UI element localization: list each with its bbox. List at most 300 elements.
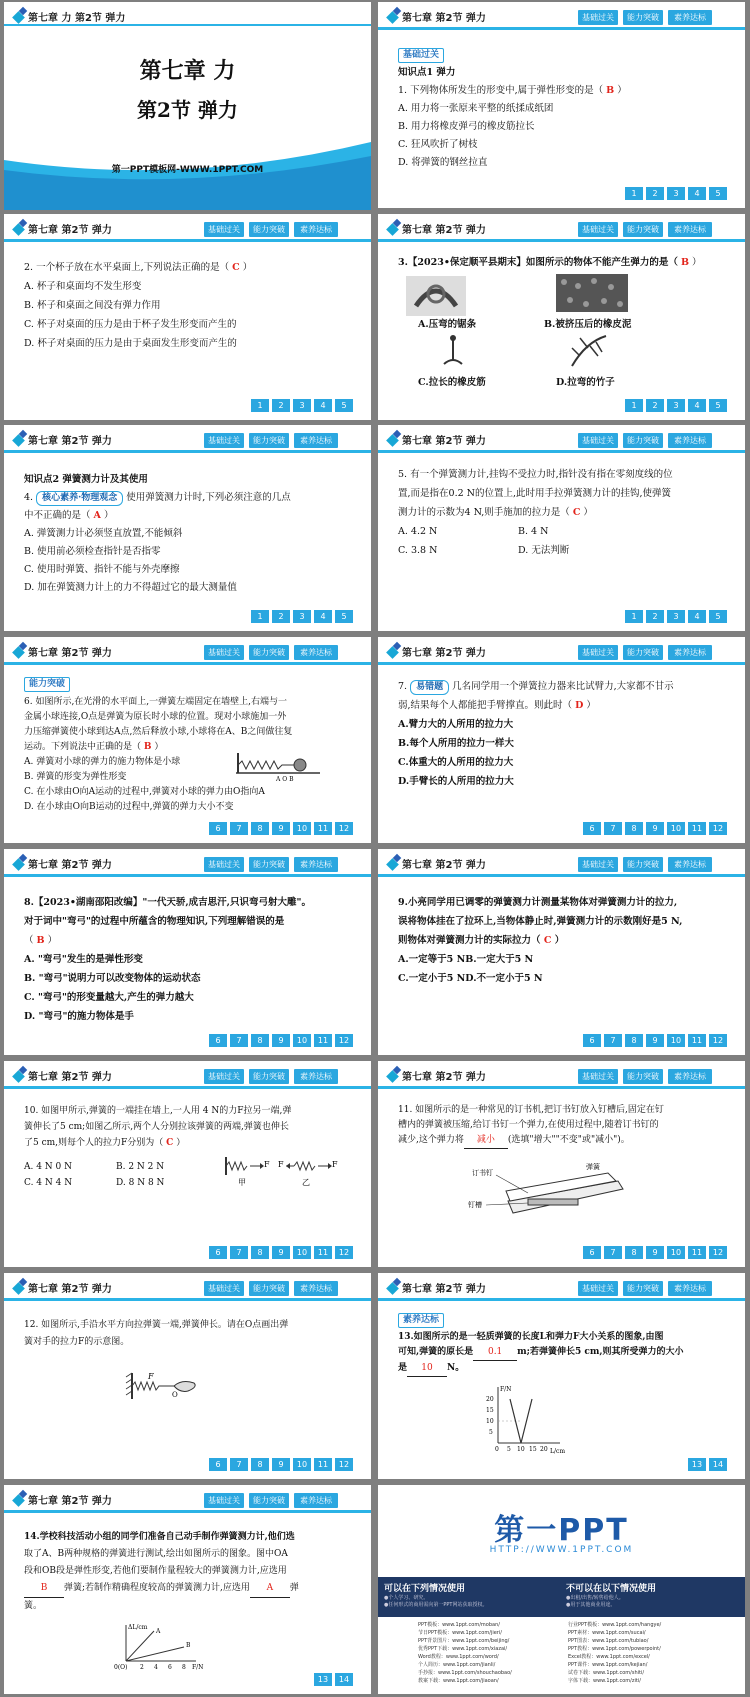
resource-link[interactable]: 教案下载：www.1ppt.com/jiaoan/ <box>418 1678 499 1684</box>
option[interactable]: C.一定小于5 ND.不一定小于5 N <box>398 973 543 984</box>
tab-basic[interactable]: 基础过关 <box>578 1281 618 1296</box>
page-link[interactable]: 7 <box>230 1034 248 1047</box>
question-text: m;若弹簧伸长5 cm,则其所受弹力的大小 <box>517 1347 684 1357</box>
option[interactable]: A. "弯弓"发生的是弹性形变 <box>24 954 143 965</box>
answer: B <box>143 742 152 752</box>
saw-blade-image <box>406 276 466 316</box>
resource-link[interactable]: 节日PPT模板：www.1ppt.com/jieri/ <box>418 1630 502 1636</box>
page-link[interactable]: 12 <box>709 822 727 835</box>
tab-literacy[interactable]: 素养达标 <box>294 1281 338 1296</box>
header-title: 第七章 第2节 弹力 <box>402 1284 486 1295</box>
option[interactable]: D. 8 N 8 N <box>116 1178 165 1188</box>
figure-label-yi: 乙 <box>302 1178 310 1187</box>
page-link[interactable]: 12 <box>335 1458 353 1471</box>
tab-literacy[interactable]: 素养达标 <box>668 10 712 25</box>
header-title: 第七章 第2节 弹力 <box>402 1072 486 1083</box>
question-text: 置,而是指在0.2 N的位置上,此时用手拉弹簧测力计的挂钩,使弹簧 <box>398 488 672 499</box>
page-link[interactable]: 3 <box>667 399 685 412</box>
resource-link[interactable]: 试卷下载：www.1ppt.com/shiti/ <box>568 1670 645 1676</box>
page-link[interactable]: 2 <box>272 610 290 623</box>
answer: C <box>166 1138 174 1148</box>
page-link[interactable]: 1 <box>625 399 643 412</box>
resource-link[interactable]: 优秀PPT下载：www.1ppt.com/xiazai/ <box>418 1646 508 1652</box>
page-link[interactable]: 4 <box>688 399 706 412</box>
page-link[interactable]: 9 <box>272 1458 290 1471</box>
option[interactable]: B. "弯弓"说明力可以改变物体的运动状态 <box>24 973 201 984</box>
page-link[interactable]: 7 <box>230 1246 248 1259</box>
resource-link[interactable]: 手抄报：www.1ppt.com/shouchaobao/ <box>418 1670 512 1676</box>
slide-q10[interactable] <box>4 1061 371 1267</box>
resource-link[interactable]: PPT背景图片：www.1ppt.com/beijing/ <box>418 1638 510 1644</box>
question-text: N。 <box>447 1363 465 1373</box>
question-text: 14.学校科技活动小组的同学们准备自己动手制作弹簧测力计,他们选 <box>24 1532 295 1542</box>
option[interactable]: B.被挤压后的橡皮泥 <box>544 319 632 330</box>
cover-top-title: 第七章 力 第2节 弹力 <box>28 13 126 24</box>
question-text: 对于词中"弯弓"的过程中所蕴含的物理知识,下列理解错误的是 <box>24 916 285 927</box>
page-link[interactable]: 9 <box>646 1034 664 1047</box>
option[interactable]: A. 4.2 N <box>398 526 438 537</box>
question-text: 3.【2023•保定顺平县期末】如图所示的物体不能产生弹力的是（ <box>398 257 678 268</box>
page-link[interactable]: 6 <box>583 1246 601 1259</box>
page-link[interactable]: 3 <box>667 187 685 200</box>
question-number: 4. <box>24 492 34 503</box>
page-link[interactable]: 8 <box>251 1458 269 1471</box>
figure-label: 弹簧 <box>586 1163 600 1171</box>
tab-basic[interactable]: 基础过关 <box>578 433 618 448</box>
tab-basic[interactable]: 基础过关 <box>578 857 618 872</box>
tab-ability[interactable]: 能力突破 <box>623 645 663 660</box>
option[interactable]: B.每个人所用的拉力一样大 <box>398 738 514 749</box>
page-link[interactable]: 7 <box>604 1034 622 1047</box>
header-title: 第七章 第2节 弹力 <box>402 436 486 447</box>
page-link[interactable]: 1 <box>625 187 643 200</box>
option[interactable]: B. 2 N 2 N <box>116 1162 165 1172</box>
page-link[interactable]: 11 <box>688 1034 706 1047</box>
page-link[interactable]: 13 <box>314 1673 332 1686</box>
tab-basic[interactable]: 基础过关 <box>204 1069 244 1084</box>
tab-basic[interactable]: 基础过关 <box>204 222 244 237</box>
resource-link[interactable]: 字体下载：www.1ppt.com/ziti/ <box>568 1678 641 1684</box>
spring-ball-figure <box>232 749 322 783</box>
page-link[interactable]: 10 <box>667 1034 685 1047</box>
rubber-band-image <box>438 334 468 370</box>
tab-basic[interactable]: 基础过关 <box>204 433 244 448</box>
answer: B <box>680 257 689 268</box>
slide-q8[interactable]: 第七章 第2节 弹力 基础过关 能力突破 素养达标 8.【2023•湖南邵阳改编】"一代天骄,成吉思汗,只识弯弓射大雕"。 对于词中"弯弓"的过程中所蕴含的物理知识,下列理解错误的是 （ B ） A. "弯弓"发生的是弹性形变 B. "弯弓"说明力可以改变物体的运动状态 C. "弯弓"的形变量越大,产生的弹力越大 D. "弯弓"的施力物体是手 6 7 8 9 10 11 12 <box>4 849 371 1055</box>
page-link[interactable]: 4 <box>314 610 332 623</box>
page-link[interactable]: 10 <box>293 1246 311 1259</box>
option[interactable]: C. "弯弓"的形变量越大,产生的弹力越大 <box>24 992 194 1003</box>
page-link[interactable]: 12 <box>335 1246 353 1259</box>
page-link[interactable]: 9 <box>272 1034 290 1047</box>
option[interactable]: D.拉弯的竹子 <box>556 377 615 388</box>
page-link[interactable]: 3 <box>293 399 311 412</box>
option[interactable]: C. 狂风吹折了树枝 <box>398 139 478 150</box>
pager <box>688 1458 727 1471</box>
page-link[interactable]: 4 <box>314 399 332 412</box>
page-link[interactable]: 6 <box>583 822 601 835</box>
question-text: 6. 如图所示,在光滑的水平面上,一弹簧左端固定在墙壁上,右端与一 <box>24 697 288 707</box>
pager <box>583 1246 727 1259</box>
slide-q6[interactable] <box>4 637 371 843</box>
tab-literacy[interactable]: 素养达标 <box>294 433 338 448</box>
page-link[interactable]: 11 <box>314 1458 332 1471</box>
question-text: 11. 如图所示的是一种常见的订书机,把订书钉放入钉槽后,固定在钉 <box>398 1105 664 1115</box>
tab-ability[interactable]: 能力突破 <box>249 1069 289 1084</box>
page-link[interactable]: 2 <box>646 610 664 623</box>
page-link[interactable]: 10 <box>293 1458 311 1471</box>
x-axis-label: F/N <box>192 1664 204 1671</box>
header-title: 第七章 第2节 弹力 <box>402 13 486 24</box>
page-link[interactable]: 5 <box>709 610 727 623</box>
question-text: 误将物体挂在了拉环上,当物体静止时,弹簧测力计的示数刚好是5 N, <box>398 916 683 927</box>
links-left <box>418 1621 512 1685</box>
tab-literacy[interactable]: 素养达标 <box>668 222 712 237</box>
pager <box>625 610 727 623</box>
usage-allowed-text: ●个人学习、研究。 ●任何形式的商用需向第一PPT网站获取授权。 <box>384 1595 488 1608</box>
header-title: 第七章 第2节 弹力 <box>28 1072 112 1083</box>
x-tick: 5 <box>507 1446 511 1453</box>
tab-basic[interactable]: 基础过关 <box>578 222 618 237</box>
question-text: 13.如图所示的是一轻质弹簧的长度L和弹力F大小关系的图象,由图 <box>398 1332 664 1342</box>
question-text: 簧。 <box>24 1601 43 1611</box>
resource-link[interactable]: PPT课件：www.1ppt.com/kejian/ <box>568 1662 648 1668</box>
y-axis-label: F/N <box>500 1386 512 1393</box>
page-link[interactable]: 12 <box>709 1246 727 1259</box>
pager <box>625 187 727 200</box>
tab-ability[interactable]: 能力突破 <box>623 222 663 237</box>
slide-q14[interactable] <box>4 1485 371 1694</box>
option[interactable]: C. 在小球由O向A运动的过程中,弹簧对小球的弹力由O指向A <box>24 787 265 797</box>
question-end: ） <box>176 1138 186 1148</box>
question-text: 可知,弹簧的原长是 <box>398 1347 474 1357</box>
page-link[interactable]: 7 <box>604 1246 622 1259</box>
option[interactable]: C.拉长的橡皮筋 <box>418 377 486 388</box>
question-end: ） <box>154 742 164 752</box>
tab-literacy[interactable]: 素养达标 <box>668 433 712 448</box>
knowledge-point: 知识点1 弹力 <box>398 67 456 78</box>
answer: B <box>606 85 615 96</box>
tab-literacy[interactable]: 素养达标 <box>294 222 338 237</box>
figure-label-jia: 甲 <box>238 1178 246 1187</box>
option[interactable]: A.压弯的锯条 <box>418 319 477 330</box>
page-link[interactable]: 4 <box>688 187 706 200</box>
page-link[interactable]: 8 <box>625 822 643 835</box>
answer-blank[interactable]: 10 <box>407 1361 447 1377</box>
page-link[interactable]: 2 <box>646 399 664 412</box>
pager <box>209 822 353 835</box>
slide-q9[interactable] <box>378 849 745 1055</box>
option[interactable]: A.一定等于5 NB.一定大于5 N <box>398 954 534 965</box>
pager <box>583 1034 727 1047</box>
header-title: 第七章 第2节 弹力 <box>28 436 112 447</box>
tab-basic[interactable]: 基础过关 <box>204 645 244 660</box>
question-text: 1. 下列物体所发生的形变中,属于弹性形变的是（ <box>398 85 604 96</box>
force-label: F <box>148 1372 154 1381</box>
figure-label: A O B <box>276 776 294 783</box>
ad-slide[interactable] <box>378 1485 745 1694</box>
section-label: 能力突破 <box>24 677 70 692</box>
option[interactable]: B. 4 N <box>518 526 549 537</box>
question-text: 10. 如图甲所示,弹簧的一端挂在墙上,一人用 4 N的力F拉另一端,弹 <box>24 1106 292 1116</box>
tab-literacy[interactable]: 素养达标 <box>668 645 712 660</box>
page-link[interactable]: 8 <box>251 822 269 835</box>
force-label: F <box>264 1160 270 1169</box>
option[interactable]: A. 用力将一张原来平整的纸揉成纸团 <box>398 103 554 114</box>
question-end: ） <box>103 510 114 521</box>
y-tick: 20 <box>486 1396 494 1403</box>
x-tick: 10 <box>517 1446 525 1453</box>
slide-q7[interactable] <box>378 637 745 843</box>
page-link[interactable]: 9 <box>272 1246 290 1259</box>
tab-ability[interactable]: 能力突破 <box>249 1281 289 1296</box>
page-link[interactable]: 1 <box>625 610 643 623</box>
logo-url[interactable]: HTTP://WWW.1PPT.COM <box>489 1545 634 1555</box>
x-tick: 20 <box>540 1446 548 1453</box>
cover-slide[interactable] <box>4 2 371 210</box>
tab-ability[interactable]: 能力突破 <box>623 857 663 872</box>
question-text: 簧对手的拉力F的示意图。 <box>24 1337 130 1347</box>
page-link[interactable]: 9 <box>646 1246 664 1259</box>
answer-blank[interactable]: 减小 <box>464 1133 508 1149</box>
question-text: 槽内的弹簧被压缩,给订书钉一个弹力,在使用过程中,随着订书钉的 <box>398 1120 659 1130</box>
question-text: 8.【2023•湖南邵阳改编】"一代天骄,成吉思汗,只识弯弓射大雕"。 <box>24 897 311 908</box>
option[interactable]: D. "弯弓"的施力物体是手 <box>24 1011 134 1022</box>
tab-ability[interactable]: 能力突破 <box>249 857 289 872</box>
line-a-label: A <box>156 1628 161 1635</box>
option[interactable]: B. 用力将橡皮弹弓的橡皮筋拉长 <box>398 121 535 132</box>
option[interactable]: B. 弹簧的形变为弹性形变 <box>24 772 127 782</box>
tab-literacy[interactable]: 素养达标 <box>294 645 338 660</box>
page-link[interactable]: 1 <box>251 610 269 623</box>
pager <box>251 610 353 623</box>
question-text: 2. 一个杯子放在水平桌面上,下列说法正确的是（ <box>24 262 230 273</box>
error-prone-tag: 易错题 <box>410 680 449 695</box>
x-tick: 0(O) <box>114 1664 128 1671</box>
page-link[interactable]: 11 <box>314 1034 332 1047</box>
line-b <box>126 1647 184 1661</box>
page-link[interactable]: 5 <box>335 610 353 623</box>
page-link[interactable]: 8 <box>251 1246 269 1259</box>
page-link[interactable]: 14 <box>709 1458 727 1471</box>
stapler-figure <box>468 1161 628 1221</box>
option[interactable]: A. 弹簧对小球的弹力的施力物体是小球 <box>24 757 181 767</box>
tab-ability[interactable]: 能力突破 <box>249 222 289 237</box>
resource-link[interactable]: 行业PPT模板：www.1ppt.com/hangye/ <box>568 1622 662 1628</box>
question-text: 弱,结果每个人都能把手臂撑直。则此时（ <box>398 700 573 711</box>
page-link[interactable]: 11 <box>314 822 332 835</box>
page-link[interactable]: 6 <box>209 822 227 835</box>
page-link[interactable]: 12 <box>335 822 353 835</box>
page-link[interactable]: 5 <box>709 399 727 412</box>
page-link[interactable]: 10 <box>667 1246 685 1259</box>
tab-ability[interactable]: 能力突破 <box>249 433 289 448</box>
page-link[interactable]: 8 <box>251 1034 269 1047</box>
point-label: O <box>172 1391 178 1399</box>
question-text: 取了A、B两种规格的弹簧进行测试,绘出如图所示的图象。图中OA <box>24 1549 288 1559</box>
pager <box>625 399 727 412</box>
option[interactable]: C. 3.8 N <box>398 545 438 556</box>
option[interactable]: A. 杯子和桌面均不发生形变 <box>24 281 142 292</box>
tab-ability[interactable]: 能力突破 <box>623 10 663 25</box>
page-link[interactable]: 1 <box>251 399 269 412</box>
page-link[interactable]: 10 <box>667 822 685 835</box>
page-link[interactable]: 10 <box>293 822 311 835</box>
slide-q3[interactable] <box>378 214 745 420</box>
page-link[interactable]: 11 <box>314 1246 332 1259</box>
page-link[interactable]: 9 <box>646 822 664 835</box>
pager <box>209 1458 353 1471</box>
header-title: 第七章 第2节 弹力 <box>28 1284 112 1295</box>
option[interactable]: D. 将弹簧的钢丝拉直 <box>398 157 488 168</box>
page-link[interactable]: 6 <box>209 1458 227 1471</box>
tab-ability[interactable]: 能力突破 <box>623 1281 663 1296</box>
question-end: ） <box>692 257 702 268</box>
slide-q13[interactable] <box>378 1273 745 1479</box>
page-link[interactable]: 12 <box>335 1034 353 1047</box>
page-link[interactable]: 10 <box>293 1034 311 1047</box>
option[interactable]: D. 杯子对桌面的压力是由于桌面发生形变而产生的 <box>24 338 237 349</box>
tab-basic[interactable]: 基础过关 <box>578 1069 618 1084</box>
x-tick: 0 <box>495 1446 499 1453</box>
x-axis-label: L/cm <box>550 1448 566 1455</box>
page-link[interactable]: 11 <box>688 1246 706 1259</box>
links-right <box>568 1621 661 1685</box>
page-link[interactable]: 2 <box>646 187 664 200</box>
force-label: F <box>332 1160 338 1169</box>
y-tick: 10 <box>486 1418 494 1425</box>
page-link[interactable]: 3 <box>293 610 311 623</box>
tab-basic[interactable]: 基础过关 <box>578 10 618 25</box>
tab-ability[interactable]: 能力突破 <box>623 1069 663 1084</box>
tab-basic[interactable]: 基础过关 <box>204 1281 244 1296</box>
pager <box>209 1246 353 1259</box>
tab-literacy[interactable]: 素养达标 <box>294 857 338 872</box>
option[interactable]: B. 使用前必须检查指针是否指零 <box>24 546 161 557</box>
page-link[interactable]: 13 <box>688 1458 706 1471</box>
question-text: 使用弹簧测力计时,下列必须注意的几点 <box>126 492 291 503</box>
resource-link[interactable]: Word教程：www.1ppt.com/word/ <box>418 1654 499 1660</box>
header-title: 第七章 第2节 弹力 <box>402 860 486 871</box>
option[interactable]: C. 4 N 4 N <box>24 1178 73 1188</box>
tab-literacy[interactable]: 素养达标 <box>668 1069 712 1084</box>
page-link[interactable]: 2 <box>272 399 290 412</box>
tab-basic[interactable]: 基础过关 <box>204 857 244 872</box>
tab-ability[interactable]: 能力突破 <box>249 1493 289 1508</box>
page-link[interactable]: 12 <box>709 1034 727 1047</box>
option[interactable]: D. 在小球由O向B运动的过程中,弹簧的弹力大小不变 <box>24 802 234 812</box>
question-text: 弹 <box>289 1583 299 1593</box>
question-text: 几名同学用一个弹簧拉力器来比试臂力,大家都不甘示 <box>452 681 674 692</box>
question-end: ） <box>617 85 627 96</box>
header-title: 第七章 第2节 弹力 <box>28 860 112 871</box>
option[interactable]: C. 杯子对桌面的压力是由于杯子发生形变而产生的 <box>24 319 237 330</box>
page-link[interactable]: 5 <box>709 187 727 200</box>
slide-q4[interactable] <box>4 425 371 631</box>
option[interactable]: A. 4 N 0 N <box>24 1162 73 1172</box>
resource-link[interactable]: 个人简历：www.1ppt.com/jianli/ <box>418 1662 496 1668</box>
page-link[interactable]: 8 <box>625 1034 643 1047</box>
resource-link[interactable]: Excel教程：www.1ppt.com/excel/ <box>568 1654 650 1660</box>
usage-forbidden-text: ●出租/出售/转售给他人。 ●用于其他商业用途。 <box>566 1595 624 1608</box>
spring-force-figure <box>224 1155 344 1189</box>
tab-literacy[interactable]: 素养达标 <box>668 857 712 872</box>
page-link[interactable]: 5 <box>335 399 353 412</box>
page-link[interactable]: 11 <box>688 822 706 835</box>
page-link[interactable]: 6 <box>583 1034 601 1047</box>
answer-blank[interactable]: 0.1 <box>473 1345 517 1361</box>
question-number: 7. <box>398 681 408 692</box>
question-text: 9.小亮同学用已调零的弹簧测力计测量某物体对弹簧测力计的拉力, <box>398 897 678 908</box>
tab-basic[interactable]: 基础过关 <box>204 1493 244 1508</box>
option[interactable]: A. 弹簧测力计必须竖直放置,不能倾斜 <box>24 528 183 539</box>
answer: C <box>232 262 240 273</box>
page-link[interactable]: 4 <box>688 610 706 623</box>
answer-blank[interactable]: B <box>24 1580 64 1598</box>
cover-title-1: 第七章 力 <box>139 58 236 84</box>
slide-q11[interactable] <box>378 1061 745 1267</box>
tab-basic[interactable]: 基础过关 <box>578 645 618 660</box>
slide-q5[interactable] <box>378 425 745 631</box>
cover-title-2: 第2节 弹力 <box>137 98 238 122</box>
slide-q12[interactable] <box>4 1273 371 1479</box>
resource-link[interactable]: PPT图表：www.1ppt.com/tubiao/ <box>568 1638 649 1644</box>
option[interactable]: B. 杯子和桌面之间没有弹力作用 <box>24 300 161 311</box>
question-text: 了5 cm,则每个人的拉力F分别为（ <box>24 1138 164 1148</box>
page-link[interactable]: 8 <box>625 1246 643 1259</box>
page-link[interactable]: 9 <box>272 822 290 835</box>
option[interactable]: D.手臂长的人所用的拉力大 <box>398 776 514 787</box>
resource-link[interactable]: PPT模板：www.1ppt.com/moban/ <box>418 1622 500 1628</box>
option[interactable]: D. 加在弹簧测力计上的力不得超过它的最大测量值 <box>24 582 237 593</box>
pager <box>209 1034 353 1047</box>
header-title: 第七章 第2节 弹力 <box>28 648 112 659</box>
page-link[interactable]: 7 <box>230 822 248 835</box>
option[interactable]: C.体重大的人所用的拉力大 <box>398 757 514 768</box>
page-link[interactable]: 6 <box>209 1246 227 1259</box>
x-tick: 6 <box>168 1664 172 1671</box>
page-link[interactable]: 3 <box>667 610 685 623</box>
slide-q1[interactable] <box>378 2 745 208</box>
page-link[interactable]: 7 <box>230 1458 248 1471</box>
y-axis-label: ΔL/cm <box>128 1624 148 1631</box>
question-end: ） <box>554 935 565 946</box>
page-link[interactable]: 7 <box>604 822 622 835</box>
question-text: 是 <box>398 1363 408 1373</box>
tab-ability[interactable]: 能力突破 <box>623 433 663 448</box>
option[interactable]: D. 无法判断 <box>518 545 570 556</box>
tab-literacy[interactable]: 素养达标 <box>668 1281 712 1296</box>
tab-literacy[interactable]: 素养达标 <box>294 1069 338 1084</box>
option[interactable]: C. 使用时弹簧、指针不能与外壳摩擦 <box>24 564 180 575</box>
x-tick: 2 <box>140 1664 144 1671</box>
page-link[interactable]: 6 <box>209 1034 227 1047</box>
knowledge-point: 知识点2 弹簧测力计及其使用 <box>24 474 148 485</box>
tab-ability[interactable]: 能力突破 <box>249 645 289 660</box>
option[interactable]: A.臂力大的人所用的拉力大 <box>398 719 514 730</box>
slide-q2[interactable] <box>4 214 371 420</box>
core-literacy-tag: 核心素养·物理观念 <box>36 491 123 506</box>
question-text: 力压缩弹簧使小球到达A点,然后释放小球,小球将在A、B之间做往复 <box>24 727 293 737</box>
question-text: 段和OB段是弹性形变,若他们要制作量程较大的弹簧测力计,应选用 <box>24 1566 287 1576</box>
answer: D <box>575 700 584 711</box>
resource-link[interactable]: PPT教程：www.1ppt.com/powerpoint/ <box>568 1646 661 1652</box>
tab-literacy[interactable]: 素养达标 <box>294 1493 338 1508</box>
answer-blank[interactable]: A <box>250 1580 290 1598</box>
page-link[interactable]: 14 <box>335 1673 353 1686</box>
header-title: 第七章 第2节 弹力 <box>28 1496 112 1507</box>
resource-link[interactable]: PPT素材：www.1ppt.com/sucai/ <box>568 1630 646 1636</box>
